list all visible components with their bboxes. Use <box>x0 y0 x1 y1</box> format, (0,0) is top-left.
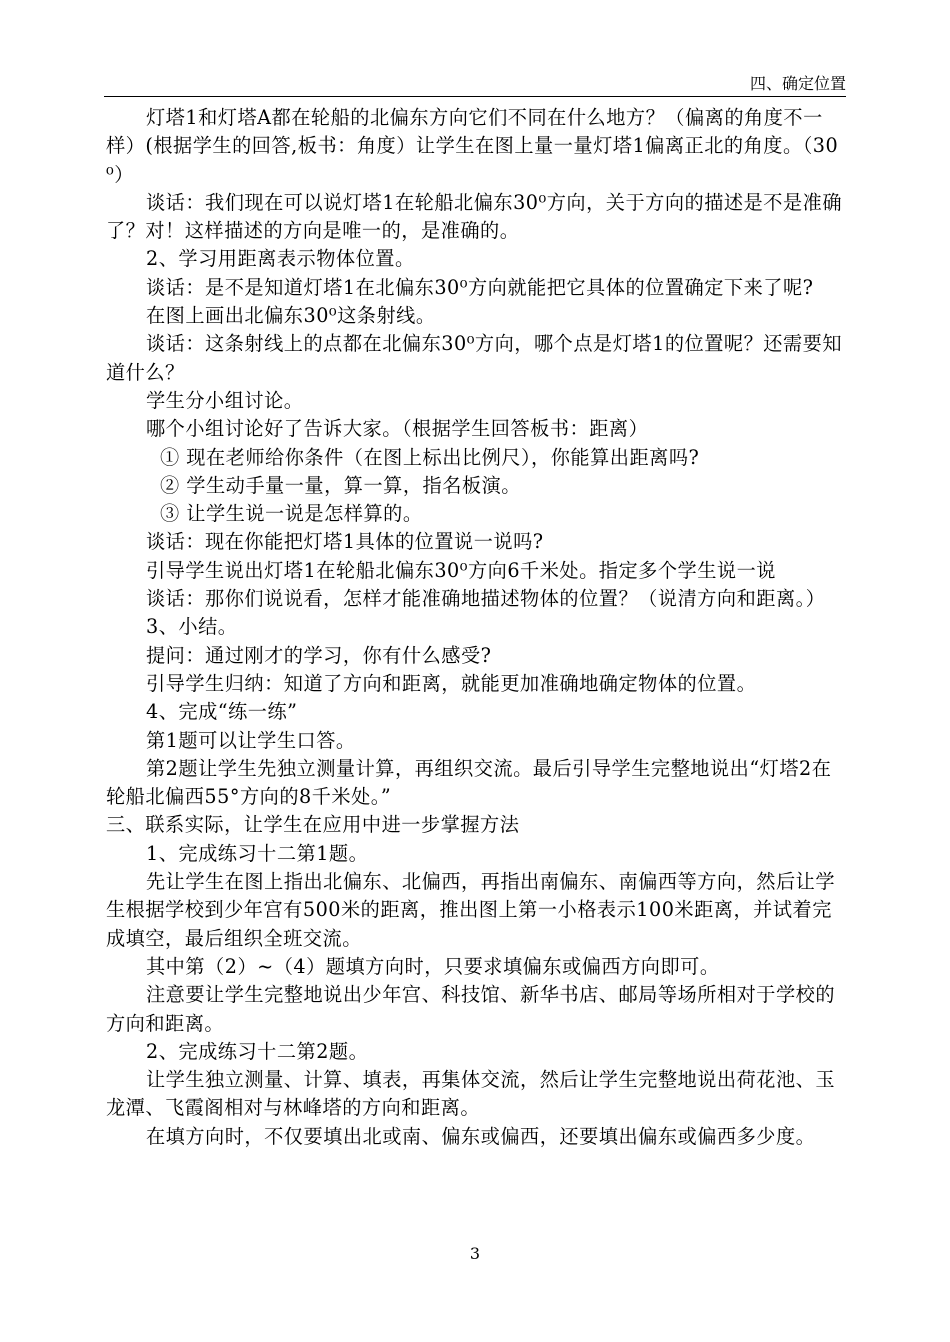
paragraph: 学生分小组讨论。 <box>146 388 304 412</box>
paragraph: 第1题可以让学生口答。 <box>146 728 356 752</box>
paragraph: 在填方向时，不仅要填出北或南、偏东或偏西，还要填出偏东或偏西多少度。 <box>146 1124 816 1148</box>
paragraph: 提问：通过刚才的学习，你有什么感受? <box>146 643 492 667</box>
paragraph: 先让学生在图上指出北偏东、北偏西，再指出南偏东、南偏西等方向，然后让学生根据学校到少年宫有500米的距离，推出图上第一小格表示100米距离，并试着完成填空，最后组织全班交流。 <box>106 870 836 950</box>
paragraph: 其中第（2）~（4）题填方向时，只要求填偏东或偏西方向即可。 <box>146 954 720 978</box>
page-number: 3 <box>469 1244 481 1263</box>
document-body <box>106 104 848 1151</box>
paragraph: 谈话：现在你能把灯塔1具体的位置说一说吗? <box>146 530 544 554</box>
paragraph: 注意要让学生完整地说出少年宫、科技馆、新华书店、邮局等场所相对于学校的方向和距离。 <box>106 983 836 1035</box>
running-header-title: 四、确定位置 <box>749 74 846 93</box>
paragraph: 2、学习用距离表示物体位置。 <box>146 247 415 271</box>
paragraph: 引导学生说出灯塔1在轮船北偏东30⁰方向6千米处。指定多个学生说一说 <box>146 558 776 582</box>
paragraph: 引导学生归纳：知道了方向和距离，就能更加准确地确定物体的位置。 <box>146 671 757 695</box>
paragraph: 谈话：这条射线上的点都在北偏东30⁰方向，哪个点是灯塔1的位置呢？还需要知道什么？ <box>106 332 843 384</box>
paragraph: 在图上画出北偏东30⁰这条射线。 <box>146 304 436 328</box>
paragraph: 谈话：我们现在可以说灯塔1在轮船北偏东30⁰方向，关于方向的描述是不是准确了？对！这样描述的方向是唯一的，是准确的。 <box>106 190 843 243</box>
list-item: ② 学生动手量一量，算一算，指名板演。 <box>160 473 521 497</box>
paragraph: 2、完成练习十二第2题。 <box>146 1039 369 1063</box>
paragraph: 让学生独立测量、计算、填表，再集体交流，然后让学生完整地说出荷花池、玉龙潭、飞霞阁相对与林峰塔的方向和距离。 <box>106 1068 836 1120</box>
paragraph: 4、完成“练一练” <box>146 700 298 724</box>
section-heading: 三、联系实际，让学生在应用中进一步掌握方法 <box>106 813 520 837</box>
header-divider <box>104 96 846 97</box>
paragraph: 哪个小组讨论好了告诉大家。（根据学生回答板书：距离） <box>146 417 649 441</box>
paragraph: 3、小结。 <box>146 615 238 639</box>
paragraph: 灯塔1和灯塔A都在轮船的北偏东方向它们不同在什么地方？（偏离的角度不一样）(根据学生的回答,板书：角度）让学生在图上量一量灯塔1偏离正北的角度。（30⁰） <box>106 106 839 186</box>
paragraph: 1、完成练习十二第1题。 <box>146 841 369 865</box>
list-item: ① 现在老师给你条件（在图上标出比例尺），你能算出距离吗? <box>160 445 700 469</box>
paragraph: 谈话：是不是知道灯塔1在北偏东30⁰方向就能把它具体的位置确定下来了呢? <box>146 275 814 299</box>
paragraph: 第2题让学生先独立测量计算，再组织交流。最后引导学生完整地说出“灯塔2在轮船北偏西55°方向的8千米处。” <box>106 756 832 809</box>
paragraph: 谈话：那你们说说看，怎样才能准确地描述物体的位置？（说清方向和距离。） <box>146 587 826 611</box>
list-item: ③ 让学生说一说是怎样算的。 <box>160 502 423 526</box>
